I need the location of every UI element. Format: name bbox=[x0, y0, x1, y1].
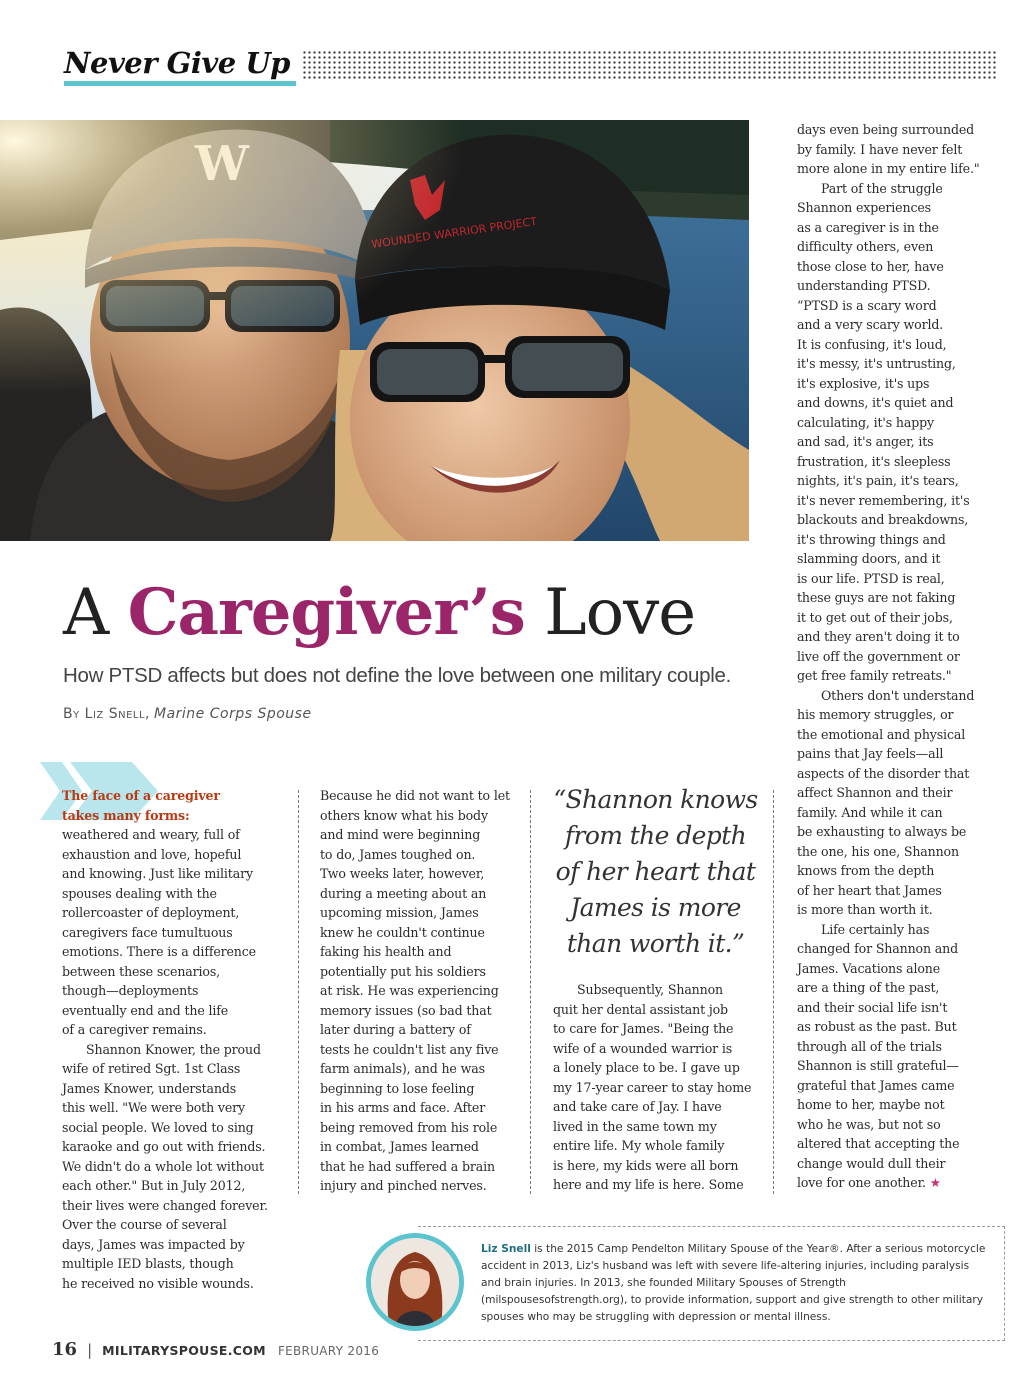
subtitle: How PTSD affects but does not define the love between one military couple. bbox=[63, 664, 731, 687]
article-column-3 bbox=[553, 980, 758, 1195]
headline-emphasis: Caregiver’s bbox=[127, 575, 525, 650]
author-bio-body: is the 2015 Camp Pendelton Military Spouse of the Year®. After a serious motorcycle accident in 2013, Liz's husband was left with severe life-altering injuries, including paralysis and brain injuries. In 2013, she founded Military Spouses of Strength (milspousesofstrength.org), to provide information, support and give strength to other military spouses who may be struggling with depression or mental illness. bbox=[481, 1243, 986, 1323]
byline-author: By Liz Snell, bbox=[63, 706, 150, 722]
footer-date: FEBRUARY 2016 bbox=[277, 1344, 380, 1358]
article-paragraph: Others don't understand his memory struggles, or the emotional and physical pains that Jay feels—all aspects of the disorder that affect Shannon and their family. And while it can be exhausting to always be the one, his one, Shannon knows from the depth of her heart that James is more than worth it. bbox=[797, 687, 975, 917]
headline-part2: Love bbox=[524, 576, 696, 650]
footer-site: MILITARYSPOUSE.COM bbox=[102, 1343, 266, 1358]
couple-photo bbox=[0, 120, 749, 541]
section-title: Never Give Up bbox=[64, 46, 290, 80]
article-paragraph: days even being surrounded by family. I have never felt more alone in my entire life." bbox=[797, 122, 980, 176]
article-paragraph: Subsequently, Shannon quit her dental assistant job to care for James. "Being the wife of a wounded warrior is a lonely place to be. I gave up my 17-year career to stay home and take care of Jay. I have lived in the same town my entire life. My whole family is here, my kids were all born here and my life is here. Some bbox=[553, 982, 752, 1192]
page-footer bbox=[52, 1339, 379, 1360]
footer-divider: | bbox=[87, 1341, 93, 1359]
headline-part1: A bbox=[63, 576, 128, 650]
article-column-2 bbox=[320, 786, 520, 1196]
article-paragraph: weathered and weary, full of exhaustion and love, hopeful and knowing. Just like military spouses dealing with the rollercoaster of deployment, caregivers face tumultuous emotions. There is a difference between these scenarios, though—deployments eventually end and the life of a caregiver remains. bbox=[62, 827, 256, 1037]
byline-affiliation: Marine Corps Spouse bbox=[154, 706, 312, 722]
author-name: Liz Snell bbox=[481, 1243, 531, 1255]
author-photo bbox=[371, 1238, 459, 1326]
article-column-1 bbox=[62, 786, 282, 1293]
article-paragraph bbox=[797, 920, 987, 1193]
article-column-4 bbox=[797, 120, 987, 1193]
column-divider bbox=[298, 790, 299, 1194]
column-divider bbox=[530, 790, 531, 1194]
article-lead-in: The face of a caregiver takes many forms: bbox=[62, 788, 220, 823]
author-bio-text bbox=[481, 1241, 991, 1326]
article-paragraph: Shannon Knower, the proud wife of retired Sgt. 1st Class James Knower, understands this well. "We were both very social people. We loved to sing karaoke and go out with friends. We didn't do a whole lot without each other." But in July 2012, their lives were changed forever. Over the course of several days, James was impacted by multiple IED blasts, though he received no visible wounds. bbox=[62, 1041, 268, 1291]
section-title-underline bbox=[64, 81, 296, 86]
article-closing-text: Life certainly has changed for Shannon and James. Vacations alone are a thing of the past, and their social life isn't as robust as the past. But through all of the trials Shannon is still grateful— grateful that James came home to her, maybe not who he was, but not so altered that accepting the change would dull their love for one another. bbox=[797, 921, 960, 1190]
page-number: 16 bbox=[52, 1339, 78, 1360]
column-divider bbox=[773, 790, 774, 1194]
byline bbox=[63, 706, 312, 722]
article-paragraph: Because he did not want to let others know what his body and mind were beginning to do, James toughed on. Two weeks later, however, during a meeting about an upcoming mission, James knew he couldn't continue faking his health and potentially put his soldiers at risk. He was experiencing memory issues (so bad that later during a battery of tests he couldn't list any five farm animals), and he was beginning to lose feeling in his arms and face. After being removed from his role in combat, James learned that he had suffered a brain injury and pinched nerves. bbox=[320, 788, 510, 1193]
end-star-icon: ★ bbox=[929, 1175, 941, 1190]
author-avatar bbox=[366, 1233, 464, 1331]
headline bbox=[63, 573, 695, 653]
header-dotted-rule bbox=[302, 50, 998, 80]
pull-quote: “Shannon knows from the depth of her heart that James is more than worth it.” bbox=[553, 785, 758, 958]
article-paragraph: Part of the struggle Shannon experiences as a caregiver is in the difficulty others, even those close to her, have understanding PTSD. “PTSD is a scary word and a very scary world. It is confusing, it's loud, it's messy, it's untrusting, it's explosive, it's ups and downs, it's quiet and calculating, it's happy and sad, it's anger, its frustration, it's sleepless nights, it's pain, it's tears, it's never remembering, it's blackouts and breakdowns, it's throwing things and slamming doors, and it is our life. PTSD is real, these guys are not faking it to get out of their jobs, and they aren't doing it to live off the government or get free family retreats." bbox=[797, 180, 970, 683]
